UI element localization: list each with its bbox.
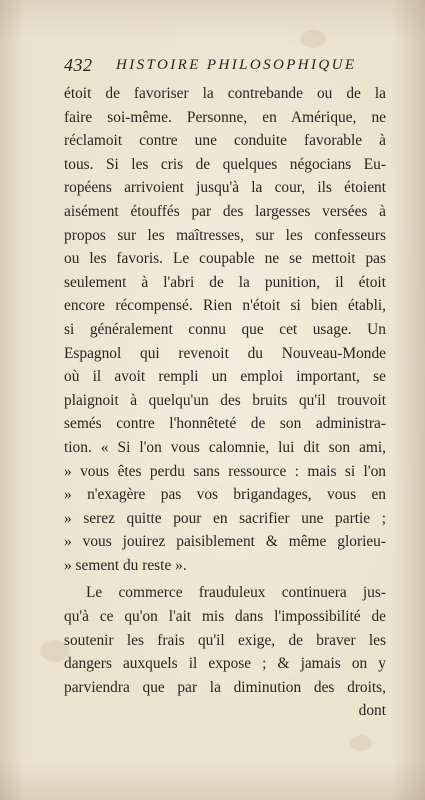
text-line: » n'exagère pas vos brigandages, vous en [64,486,386,504]
text-line: » vous jouirez paisiblement & même glorieu- [64,533,386,551]
text-line: où il avoit rempli un emploi important, se [64,368,386,386]
text-line: tion. « Si l'on vous calomnie, lui dit son ami, [64,438,386,456]
text-line: plaignoit à quelqu'un des bruits qu'il trouvoit [64,391,386,409]
text-line: » vous êtes perdu sans ressource : mais si l'on [64,462,386,480]
page-number: 432 [64,55,93,75]
text-line: si généralement connu que cet usage. Un [64,320,386,338]
text-line: aisément étouffés par des largesses versées à [64,202,386,220]
text-line: dangers auxquels il expose ; & jamais on y [64,655,386,673]
catchword: dont [358,702,386,720]
paper-stain [350,735,372,751]
paper-stain [300,30,326,48]
text-line: Le commerce frauduleux continuera jus- [86,584,386,602]
text-line: tous. Si les cris de quelques négocians Eu- [64,155,386,173]
text-line: » serez quitte pour en sacrifier une partie ; [64,509,386,527]
text-line: étoit de favoriser la contrebande ou de la [64,85,386,102]
running-head [64,53,386,79]
text-line: qu'à ce qu'on l'ait mis dans l'impossibilité de [64,608,386,626]
text-line: parviendra que par la diminution des droits, [64,678,386,696]
text-line: ropéens arrivoient jusqu'à la cour, ils étoient [64,179,386,197]
body-text [64,82,386,723]
text-line: ou les favoris. Le coupable ne se mettoit pas [64,250,386,268]
text-line: semés contre l'honnêteté de son administra- [64,415,386,433]
text-line: Espagnol qui revenoit du Nouveau-Monde [64,344,386,362]
text-line: seulement à l'abri de la punition, il étoit [64,273,386,291]
text-line: soutenir les frais qu'il exige, de braver les [64,631,386,649]
text-line: propos sur les maîtresses, sur les confesseurs [64,226,386,244]
text-line: encore récompensé. Rien n'étoit si bien établi, [64,297,386,315]
text-line: réclamoit contre une conduite favorable à [64,132,386,150]
text-line: » sement du reste ». [64,556,187,574]
text-line: faire soi-même. Personne, en Amérique, ne [64,108,386,126]
running-title: HISTOIRE PHILOSOPHIQUE [116,57,357,73]
